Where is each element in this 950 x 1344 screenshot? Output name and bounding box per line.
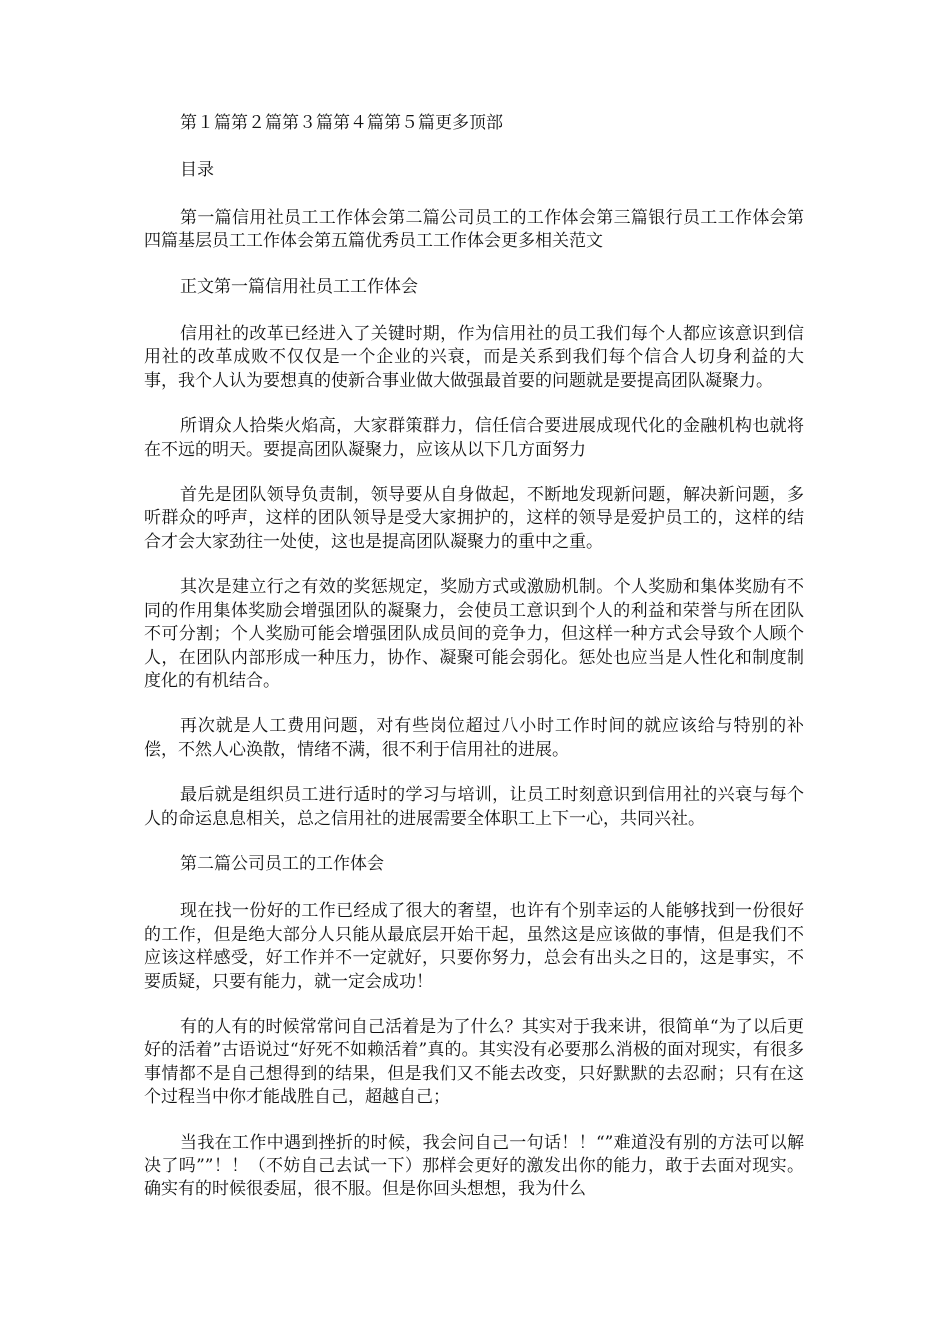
body-paragraph: 首先是团队领导负责制，领导要从自身做起，不断地发现新问题，解决新问题，多听群众的呼声，这样的团队领导是受大家拥护的，这样的领导是爱护员工的，这样的结合才会大家劲往一处使，这也是提高团队凝聚力的重中之重。 — [144, 485, 804, 552]
body-paragraph: 有的人有的时候常常问自己活着是为了什么？其实对于我来讲，很简单“为了以后更好的活着”古语说过“好死不如赖活着”真的。其实没有必要那么消极的面对现实，有很多事情都不是自己想得到的结果，但是我们又不能去改变，只好默默的去忍耐；只有在这个过程当中你才能战胜自己，超越自己； — [144, 1016, 804, 1108]
body-paragraph: 最后就是组织员工进行适时的学习与培训，让员工时刻意识到信用社的兴衰与每个人的命运息息相关，总之信用社的进展需要全体职工上下一心，共同兴社。 — [144, 785, 804, 829]
section-heading-1: 正文第一篇信用社员工工作体会 — [180, 276, 418, 297]
document-page — [144, 112, 804, 1224]
toc-heading: 目录 — [180, 160, 214, 181]
body-paragraph: 再次就是人工费用问题，对有些岗位超过八小时工作时间的就应该给与特别的补偿，不然人心涣散，情绪不满，很不利于信用社的进展。 — [144, 716, 804, 760]
body-paragraph: 现在找一份好的工作已经成了很大的奢望，也许有个别幸运的人能够找到一份很好的工作，但是绝大部分人只能从最底层开始干起，虽然这是应该做的事情，但是我们不应该这样感受，好工作并不一定就好，只要你努力，总会有出头之日的，这是事实，不要质疑，只要有能力，就一定会成功！ — [144, 901, 804, 992]
body-paragraph: 其次是建立行之有效的奖惩规定，奖励方式或激励机制。个人奖励和集体奖励有不同的作用集体奖励会增强团队的凝聚力，会使员工意识到个人的利益和荣誉与所在团队不可分割；个人奖励可能会增强团队成员间的竞争力，但这样一种方式会导致个人顾个人，在团队内部形成一种压力，协作、凝聚可能会弱化。惩处也应当是人性化和制度制度化的有机结合。 — [144, 577, 804, 691]
toc-items: 第一篇信用社员工工作体会第二篇公司员工的工作体会第三篇银行员工工作体会第四篇基层员工工作体会第五篇优秀员工工作体会更多相关范文 — [144, 207, 804, 252]
body-paragraph: 当我在工作中遇到挫折的时候，我会问自己一句话！！“”难道没有别的方法可以解决了吗””！！（不妨自己去试一下）那样会更好的激发出你的能力，敢于去面对现实。确实有的时候很委屈，很不服。但是你回头想想，我为什么 — [144, 1132, 804, 1200]
section-heading-2: 第二篇公司员工的工作体会 — [180, 853, 384, 874]
body-paragraph: 所谓众人拾柴火焰高，大家群策群力，信任信合要进展成现代化的金融机构也就将在不远的明天。要提高团队凝聚力，应该从以下几方面努力 — [144, 416, 804, 460]
nav-line: 第１篇第２篇第３篇第４篇第５篇更多顶部 — [180, 113, 503, 133]
body-paragraph: 信用社的改革已经进入了关键时期，作为信用社的员工我们每个人都应该意识到信用社的改革成败不仅仅是一个企业的兴衰，而是关系到我们每个信合人切身利益的大事，我个人认为要想真的使新合事业做大做强最首要的问题就是要提高团队凝聚力。 — [144, 324, 804, 391]
